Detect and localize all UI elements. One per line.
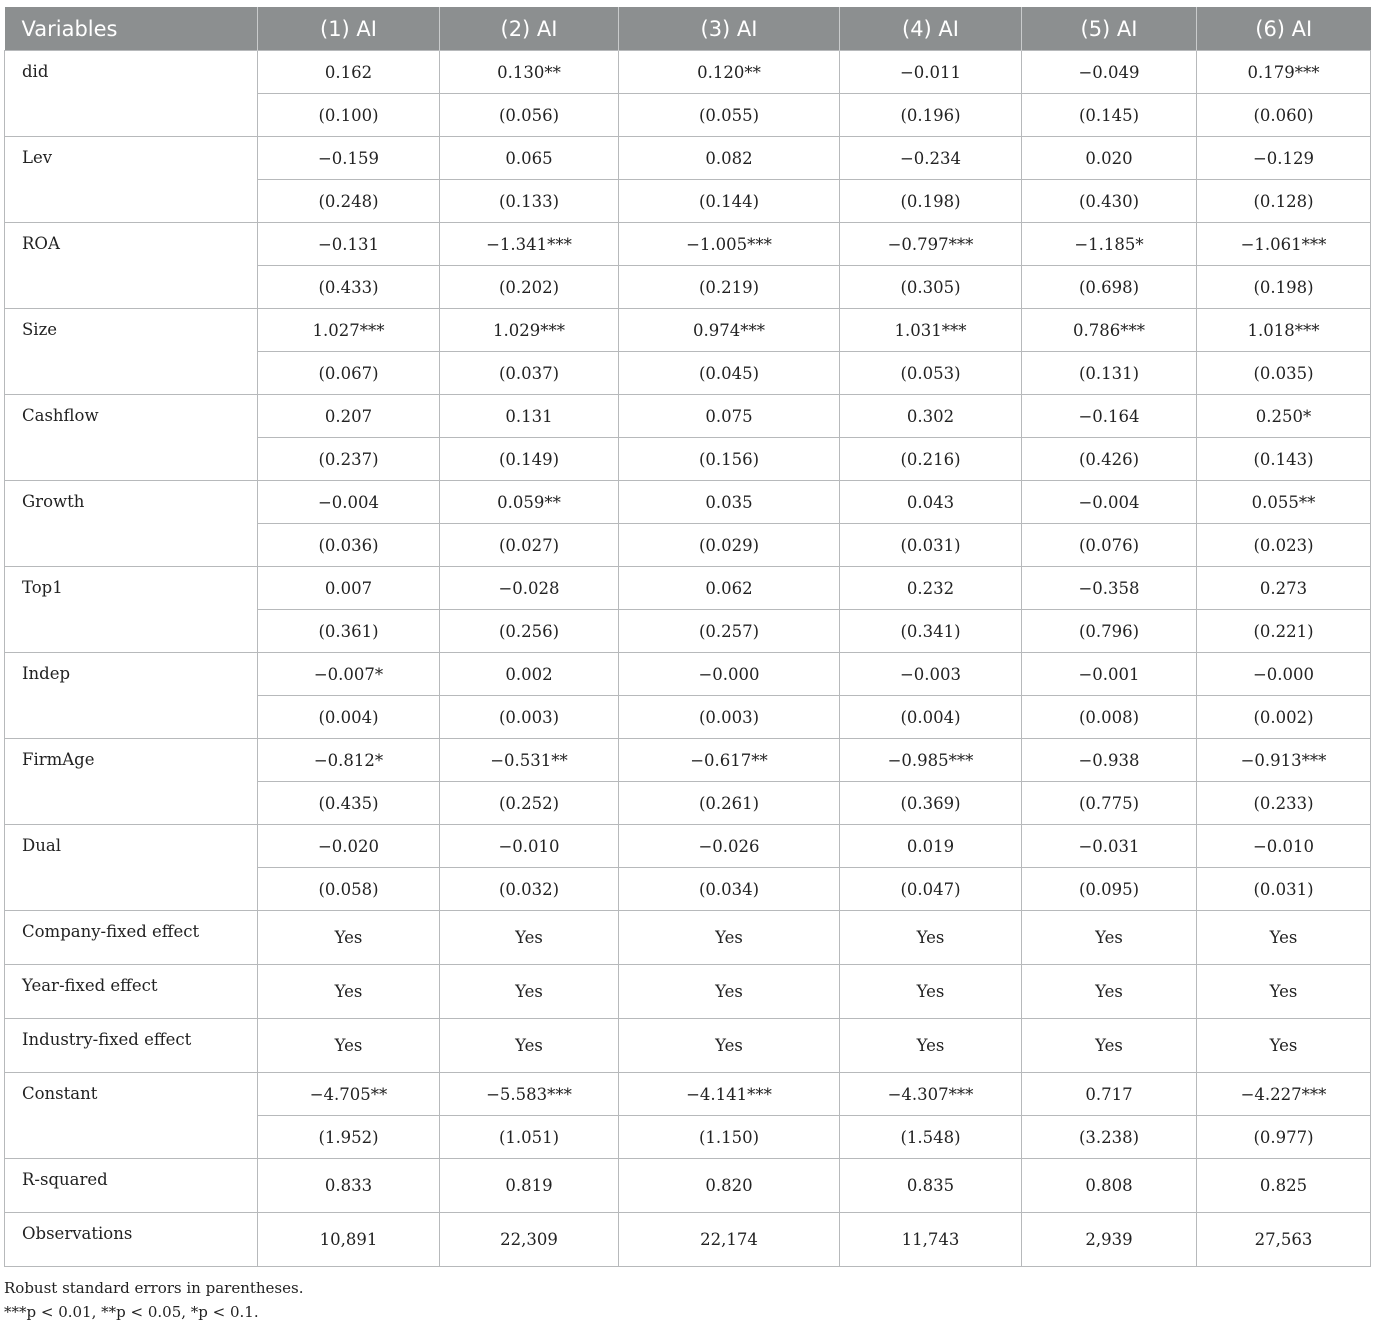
standard-error-cell: (0.002) — [1197, 696, 1371, 739]
header-model-5: (5) AI — [1022, 7, 1197, 51]
coefficient-cell: Yes — [840, 965, 1022, 1019]
coefficient-cell: Yes — [840, 911, 1022, 965]
coefficient-cell: −0.938 — [1022, 739, 1197, 782]
coefficient-cell: −0.004 — [1022, 481, 1197, 524]
table-row — [5, 1159, 1371, 1213]
coefficient-cell: 1.029*** — [440, 309, 619, 352]
standard-error-cell: (0.004) — [258, 696, 440, 739]
standard-error-cell: (0.031) — [1197, 868, 1371, 911]
coefficient-cell: Yes — [1197, 965, 1371, 1019]
coefficient-cell: −0.358 — [1022, 567, 1197, 610]
table-row — [5, 481, 1371, 524]
standard-error-cell: (0.035) — [1197, 352, 1371, 395]
coefficient-cell: 0.179*** — [1197, 51, 1371, 94]
coefficient-cell: 0.120** — [619, 51, 840, 94]
coefficient-cell: −0.812* — [258, 739, 440, 782]
standard-error-cell: (0.023) — [1197, 524, 1371, 567]
coefficient-cell: 2,939 — [1022, 1213, 1197, 1267]
coefficient-cell: 0.302 — [840, 395, 1022, 438]
coefficient-cell: −0.000 — [1197, 653, 1371, 696]
coefficient-cell: 0.717 — [1022, 1073, 1197, 1116]
coefficient-cell: −0.164 — [1022, 395, 1197, 438]
standard-error-cell: (0.036) — [258, 524, 440, 567]
standard-error-cell: (0.433) — [258, 266, 440, 309]
standard-error-cell: (0.053) — [840, 352, 1022, 395]
coefficient-cell: −0.234 — [840, 137, 1022, 180]
coefficient-cell: 0.833 — [258, 1159, 440, 1213]
coefficient-cell: −4.307*** — [840, 1073, 1022, 1116]
coefficient-cell: −0.001 — [1022, 653, 1197, 696]
coefficient-cell: 0.808 — [1022, 1159, 1197, 1213]
coefficient-cell: 11,743 — [840, 1213, 1022, 1267]
coefficient-cell: 1.018*** — [1197, 309, 1371, 352]
coefficient-cell: 22,309 — [440, 1213, 619, 1267]
coefficient-cell: −4.705** — [258, 1073, 440, 1116]
coefficient-cell: 0.207 — [258, 395, 440, 438]
standard-error-cell: (0.076) — [1022, 524, 1197, 567]
coefficient-cell: −1.005*** — [619, 223, 840, 266]
coefficient-cell: 0.007 — [258, 567, 440, 610]
coefficient-cell: Yes — [258, 965, 440, 1019]
standard-error-cell: (0.430) — [1022, 180, 1197, 223]
coefficient-cell: 1.031*** — [840, 309, 1022, 352]
coefficient-cell: −0.049 — [1022, 51, 1197, 94]
variable-name: FirmAge — [5, 739, 258, 825]
standard-error-cell: (0.004) — [840, 696, 1022, 739]
coefficient-cell: 22,174 — [619, 1213, 840, 1267]
coefficient-cell: 0.250* — [1197, 395, 1371, 438]
standard-error-cell: (0.796) — [1022, 610, 1197, 653]
coefficient-cell: Yes — [1197, 1019, 1371, 1073]
coefficient-cell: −0.797*** — [840, 223, 1022, 266]
coefficient-cell: 0.131 — [440, 395, 619, 438]
standard-error-cell: (0.156) — [619, 438, 840, 481]
standard-error-cell: (0.698) — [1022, 266, 1197, 309]
variable-name: Cashflow — [5, 395, 258, 481]
table-row — [5, 309, 1371, 352]
standard-error-cell: (0.775) — [1022, 782, 1197, 825]
coefficient-cell: Yes — [840, 1019, 1022, 1073]
coefficient-cell: Yes — [619, 911, 840, 965]
coefficient-cell: Yes — [1022, 911, 1197, 965]
coefficient-cell: 0.035 — [619, 481, 840, 524]
table-body — [5, 51, 1371, 1267]
table-row — [5, 1073, 1371, 1116]
standard-error-cell: (1.150) — [619, 1116, 840, 1159]
variable-name: Industry-fixed effect — [5, 1019, 258, 1073]
variable-name: Year-fixed effect — [5, 965, 258, 1019]
table-row — [5, 739, 1371, 782]
standard-error-cell: (0.977) — [1197, 1116, 1371, 1159]
standard-error-cell: (3.238) — [1022, 1116, 1197, 1159]
standard-error-cell: (0.202) — [440, 266, 619, 309]
standard-error-cell: (0.305) — [840, 266, 1022, 309]
standard-error-cell: (0.056) — [440, 94, 619, 137]
standard-error-cell: (0.100) — [258, 94, 440, 137]
variable-name: R-squared — [5, 1159, 258, 1213]
standard-error-cell: (1.548) — [840, 1116, 1022, 1159]
coefficient-cell: Yes — [1022, 965, 1197, 1019]
coefficient-cell: −4.227*** — [1197, 1073, 1371, 1116]
coefficient-cell: 0.162 — [258, 51, 440, 94]
standard-error-cell: (0.133) — [440, 180, 619, 223]
standard-error-cell: (0.196) — [840, 94, 1022, 137]
standard-error-cell: (0.047) — [840, 868, 1022, 911]
standard-error-cell: (0.426) — [1022, 438, 1197, 481]
regression-table — [4, 7, 1371, 1267]
standard-error-cell: (0.055) — [619, 94, 840, 137]
coefficient-cell: −0.617** — [619, 739, 840, 782]
header-model-3: (3) AI — [619, 7, 840, 51]
coefficient-cell: Yes — [258, 1019, 440, 1073]
coefficient-cell: −0.004 — [258, 481, 440, 524]
coefficient-cell: −5.583*** — [440, 1073, 619, 1116]
coefficient-cell: 27,563 — [1197, 1213, 1371, 1267]
coefficient-cell: Yes — [1022, 1019, 1197, 1073]
table-notes — [4, 1276, 1370, 1324]
table-row — [5, 965, 1371, 1019]
table-row — [5, 137, 1371, 180]
coefficient-cell: −1.061*** — [1197, 223, 1371, 266]
regression-table-container — [4, 7, 1370, 1324]
coefficient-cell: −0.010 — [1197, 825, 1371, 868]
standard-error-cell: (0.032) — [440, 868, 619, 911]
header-row — [5, 7, 1371, 51]
standard-error-cell: (0.143) — [1197, 438, 1371, 481]
standard-error-cell: (0.149) — [440, 438, 619, 481]
table-header — [5, 7, 1371, 51]
coefficient-cell: −0.010 — [440, 825, 619, 868]
standard-error-cell: (0.257) — [619, 610, 840, 653]
standard-error-cell: (1.952) — [258, 1116, 440, 1159]
standard-error-cell: (0.252) — [440, 782, 619, 825]
table-row — [5, 567, 1371, 610]
header-model-6: (6) AI — [1197, 7, 1371, 51]
coefficient-cell: 0.055** — [1197, 481, 1371, 524]
coefficient-cell: 0.974*** — [619, 309, 840, 352]
coefficient-cell: 10,891 — [258, 1213, 440, 1267]
standard-error-cell: (0.369) — [840, 782, 1022, 825]
standard-error-cell: (0.198) — [1197, 266, 1371, 309]
standard-error-cell: (0.435) — [258, 782, 440, 825]
standard-error-cell: (0.256) — [440, 610, 619, 653]
variable-name: Constant — [5, 1073, 258, 1159]
standard-error-cell: (0.027) — [440, 524, 619, 567]
coefficient-cell: 0.130** — [440, 51, 619, 94]
table-row — [5, 223, 1371, 266]
coefficient-cell: 0.819 — [440, 1159, 619, 1213]
coefficient-cell: −0.028 — [440, 567, 619, 610]
variable-name: Top1 — [5, 567, 258, 653]
coefficient-cell: −0.131 — [258, 223, 440, 266]
standard-error-cell: (0.003) — [619, 696, 840, 739]
variable-name: Dual — [5, 825, 258, 911]
variable-name: Company-fixed effect — [5, 911, 258, 965]
standard-error-cell: (1.051) — [440, 1116, 619, 1159]
coefficient-cell: 0.020 — [1022, 137, 1197, 180]
variable-name: Lev — [5, 137, 258, 223]
standard-error-cell: (0.067) — [258, 352, 440, 395]
standard-error-cell: (0.233) — [1197, 782, 1371, 825]
coefficient-cell: −0.129 — [1197, 137, 1371, 180]
coefficient-cell: Yes — [619, 965, 840, 1019]
standard-error-cell: (0.031) — [840, 524, 1022, 567]
coefficient-cell: 0.065 — [440, 137, 619, 180]
variable-name: Indep — [5, 653, 258, 739]
standard-error-cell: (0.261) — [619, 782, 840, 825]
standard-error-cell: (0.221) — [1197, 610, 1371, 653]
table-row — [5, 911, 1371, 965]
standard-error-cell: (0.060) — [1197, 94, 1371, 137]
table-row — [5, 1213, 1371, 1267]
coefficient-cell: −0.020 — [258, 825, 440, 868]
coefficient-cell: Yes — [440, 911, 619, 965]
standard-error-cell: (0.198) — [840, 180, 1022, 223]
variable-name: Size — [5, 309, 258, 395]
coefficient-cell: 0.019 — [840, 825, 1022, 868]
coefficient-cell: 0.082 — [619, 137, 840, 180]
variable-name: ROA — [5, 223, 258, 309]
header-model-1: (1) AI — [258, 7, 440, 51]
coefficient-cell: Yes — [440, 1019, 619, 1073]
variable-name: Observations — [5, 1213, 258, 1267]
standard-error-cell: (0.029) — [619, 524, 840, 567]
standard-error-cell: (0.045) — [619, 352, 840, 395]
coefficient-cell: 0.273 — [1197, 567, 1371, 610]
coefficient-cell: −0.011 — [840, 51, 1022, 94]
header-variables: Variables — [5, 7, 258, 51]
standard-error-cell: (0.144) — [619, 180, 840, 223]
coefficient-cell: 0.825 — [1197, 1159, 1371, 1213]
standard-error-cell: (0.095) — [1022, 868, 1197, 911]
table-row — [5, 395, 1371, 438]
standard-error-cell: (0.003) — [440, 696, 619, 739]
standard-error-cell: (0.145) — [1022, 94, 1197, 137]
header-model-4: (4) AI — [840, 7, 1022, 51]
coefficient-cell: −0.159 — [258, 137, 440, 180]
coefficient-cell: 0.820 — [619, 1159, 840, 1213]
standard-error-cell: (0.128) — [1197, 180, 1371, 223]
coefficient-cell: Yes — [1197, 911, 1371, 965]
standard-error-cell: (0.216) — [840, 438, 1022, 481]
table-row — [5, 1019, 1371, 1073]
coefficient-cell: −0.531** — [440, 739, 619, 782]
coefficient-cell: 0.835 — [840, 1159, 1022, 1213]
coefficient-cell: 0.043 — [840, 481, 1022, 524]
coefficient-cell: 0.059** — [440, 481, 619, 524]
table-row — [5, 825, 1371, 868]
coefficient-cell: −0.007* — [258, 653, 440, 696]
coefficient-cell: Yes — [440, 965, 619, 1019]
standard-error-cell: (0.219) — [619, 266, 840, 309]
standard-error-cell: (0.131) — [1022, 352, 1197, 395]
standard-error-cell: (0.237) — [258, 438, 440, 481]
coefficient-cell: −4.141*** — [619, 1073, 840, 1116]
standard-error-cell: (0.361) — [258, 610, 440, 653]
standard-error-cell: (0.034) — [619, 868, 840, 911]
coefficient-cell: 0.002 — [440, 653, 619, 696]
table-row — [5, 51, 1371, 94]
note-standard-errors: Robust standard errors in parentheses. — [4, 1279, 304, 1297]
coefficient-cell: −0.031 — [1022, 825, 1197, 868]
coefficient-cell: −0.913*** — [1197, 739, 1371, 782]
coefficient-cell: −1.185* — [1022, 223, 1197, 266]
header-model-2: (2) AI — [440, 7, 619, 51]
standard-error-cell: (0.248) — [258, 180, 440, 223]
coefficient-cell: −0.985*** — [840, 739, 1022, 782]
standard-error-cell: (0.341) — [840, 610, 1022, 653]
standard-error-cell: (0.058) — [258, 868, 440, 911]
coefficient-cell: Yes — [619, 1019, 840, 1073]
variable-name: did — [5, 51, 258, 137]
coefficient-cell: 0.062 — [619, 567, 840, 610]
coefficient-cell: 0.786*** — [1022, 309, 1197, 352]
note-significance: ***p < 0.01, **p < 0.05, *p < 0.1. — [4, 1303, 259, 1321]
variable-name: Growth — [5, 481, 258, 567]
coefficient-cell: 0.232 — [840, 567, 1022, 610]
coefficient-cell: −0.003 — [840, 653, 1022, 696]
standard-error-cell: (0.008) — [1022, 696, 1197, 739]
table-row — [5, 653, 1371, 696]
coefficient-cell: Yes — [258, 911, 440, 965]
coefficient-cell: 0.075 — [619, 395, 840, 438]
coefficient-cell: −1.341*** — [440, 223, 619, 266]
coefficient-cell: 1.027*** — [258, 309, 440, 352]
coefficient-cell: −0.026 — [619, 825, 840, 868]
standard-error-cell: (0.037) — [440, 352, 619, 395]
coefficient-cell: −0.000 — [619, 653, 840, 696]
